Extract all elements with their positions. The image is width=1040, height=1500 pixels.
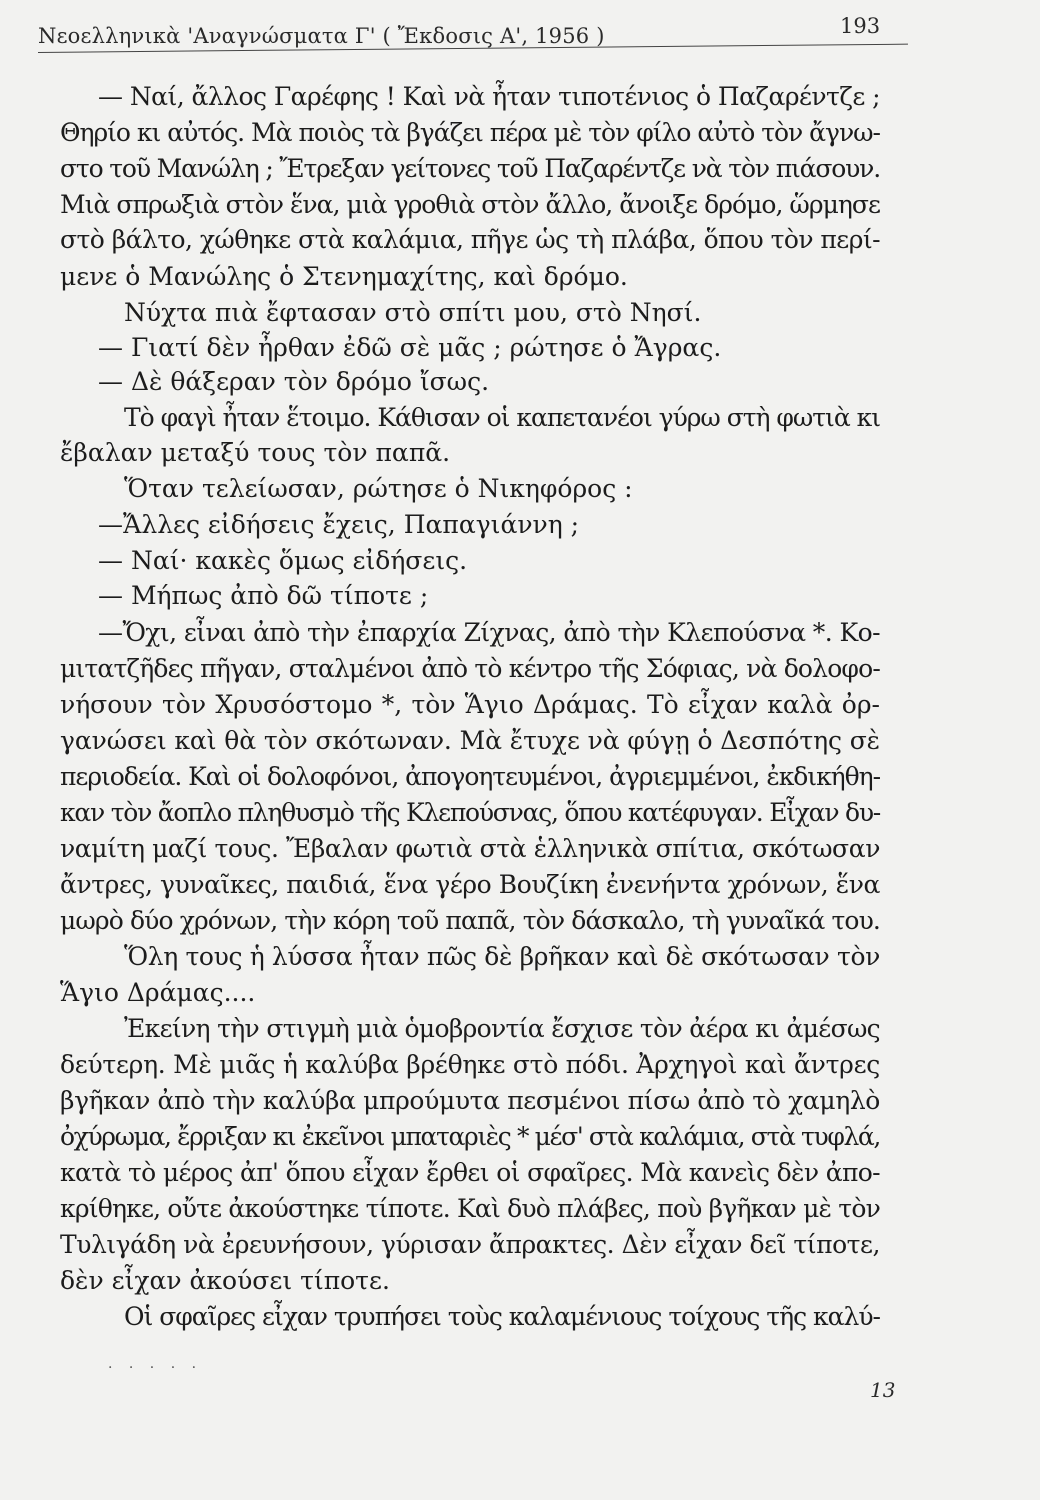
text-line: καν τὸν ἄοπλο πληθυσμὸ τῆς Κλεπούσνας, ὅπου κατέφυγαν. Εἶχαν δυ- (60, 798, 880, 827)
text-line: Τὸ φαγὶ ἦταν ἕτοιμο. Κάθισαν οἱ καπετανέοι γύρω στὴ φωτιὰ κι (124, 403, 880, 432)
text-line: μωρὸ δύο χρόνων, τὴν κόρη τοῦ παπᾶ, τὸν δάσκαλο, τὴ γυναῖκά του. (60, 906, 880, 935)
text-line: στὸ βάλτο, χώθηκε στὰ καλάμια, πῆγε ὡς τὴ πλάβα, ὅπου τὸν περί- (60, 225, 880, 254)
signature-mark: 13 (870, 1378, 896, 1402)
text-line: — Ναί, ἄλλος Γαρέφης ! Καὶ νὰ ἦταν τιποτένιος ὁ Παζαρέντζε ; (98, 82, 880, 111)
text-line: ὀχύρωμα, ἔρριξαν κι ἐκεῖνοι μπαταριὲς * μέσ' στὰ καλάμια, στὰ τυφλά, (60, 1122, 880, 1151)
text-line: — Δὲ θάξεραν τὸν δρόμο ἴσως. (98, 367, 490, 396)
text-line: γανώσει καὶ θὰ τὸν σκότωναν. Μὰ ἔτυχε νὰ φύγῃ ὁ Δεσπότης σὲ (60, 726, 880, 755)
text-line: Ὅλη τους ἡ λύσσα ἦταν πῶς δὲ βρῆκαν καὶ δὲ σκότωσαν τὸν (124, 942, 880, 971)
text-line: δεύτερη. Μὲ μιᾶς ἡ καλύβα βρέθηκε στὸ πόδι. Ἀρχηγοὶ καὶ ἄντρες (60, 1050, 880, 1079)
text-line: νήσουν τὸν Χρυσόστομο *, τὸν Ἅγιο Δράμας. Τὸ εἶχαν καλὰ ὀρ- (60, 690, 880, 719)
text-line: Νύχτα πιὰ ἔφτασαν στὸ σπίτι μου, στὸ Νησί. (124, 298, 702, 327)
text-line: κρίθηκε, οὔτε ἀκούστηκε τίποτε. Καὶ δυὸ πλάβες, ποὺ βγῆκαν μὲ τὸν (60, 1194, 880, 1223)
text-line: —Ἄλλες εἰδήσεις ἔχεις, Παπαγιάννη ; (98, 510, 580, 539)
footer-dots: · · · · · (108, 1360, 203, 1376)
text-line: —Ὄχι, εἶναι ἀπὸ τὴν ἐπαρχία Ζίχνας, ἀπὸ τὴν Κλεπούσνα *. Κο- (98, 618, 880, 647)
text-line: Ὅταν τελείωσαν, ρώτησε ὁ Νικηφόρος : (124, 474, 633, 503)
text-line: Τυλιγάδη νὰ ἐρευνήσουν, γύρισαν ἄπρακτες. Δὲν εἶχαν δεῖ τίποτε, (60, 1230, 880, 1259)
text-line: δὲν εἶχαν ἀκούσει τίποτε. (60, 1266, 390, 1295)
text-line: — Ναί· κακὲς ὅμως εἰδήσεις. (98, 546, 468, 575)
text-line: κατὰ τὸ μέρος ἀπ' ὅπου εἶχαν ἔρθει οἱ σφαῖρες. Μὰ κανεὶς δὲν ἀπο- (60, 1158, 880, 1187)
text-line: μενε ὁ Μανώλης ὁ Στενημαχίτης, καὶ δρόμο. (60, 262, 628, 291)
text-line: στο τοῦ Μανώλη ; Ἔτρεξαν γείτονες τοῦ Παζαρέντζε νὰ τὸν πιάσουν. (60, 154, 880, 183)
text-line: — Γιατί δὲν ἦρθαν ἐδῶ σὲ μᾶς ; ρώτησε ὁ Ἄγρας. (98, 333, 722, 362)
text-line: Οἱ σφαῖρες εἶχαν τρυπήσει τοὺς καλαμένιους τοίχους τῆς καλύ- (124, 1302, 880, 1331)
text-line: Ἅγιο Δράμας.... (60, 978, 256, 1007)
text-line: περιοδεία. Καὶ οἱ δολοφόνοι, ἀπογοητευμένοι, ἀγριεμμένοι, ἐκδικήθη- (60, 762, 880, 791)
text-line: Ἐκείνη τὴν στιγμὴ μιὰ ὁμοβροντία ἔσχισε τὸν ἀέρα κι ἀμέσως (124, 1014, 880, 1043)
text-line: μιτατζῆδες πῆγαν, σταλμένοι ἀπὸ τὸ κέντρο τῆς Σόφιας, νὰ δολοφο- (60, 654, 880, 683)
text-line: ἔβαλαν μεταξύ τους τὸν παπᾶ. (60, 438, 451, 467)
text-line: ἄντρες, γυναῖκες, παιδιά, ἕνα γέρο Βουζίκη ἐνενήντα χρόνων, ἕνα (60, 870, 880, 899)
text-line: ναμίτη μαζί τους. Ἔβαλαν φωτιὰ στὰ ἑλληνικὰ σπίτια, σκότωσαν (60, 834, 880, 863)
text-line: βγῆκαν ἀπὸ τὴν καλύβα μπρούμυτα πεσμένοι πίσω ἀπὸ τὸ χαμηλὸ (60, 1086, 880, 1115)
running-head: Νεοελληνικὰ 'Αναγνώσματα Γ' ( Ἔκδοσις Α', 1956 ) (38, 24, 605, 48)
page-number: 193 (840, 14, 881, 38)
text-line: — Μήπως ἀπὸ δῶ τίποτε ; (98, 581, 429, 610)
text-line: Μιὰ σπρωξιὰ στὸν ἕνα, μιὰ γροθιὰ στὸν ἄλλο, ἄνοιξε δρόμο, ὥρμησε (60, 190, 880, 219)
text-line: Θηρίο κι αὐτός. Μὰ ποιὸς τὰ βγάζει πέρα μὲ τὸν φίλο αὐτὸ τὸν ἄγνω- (60, 118, 880, 147)
